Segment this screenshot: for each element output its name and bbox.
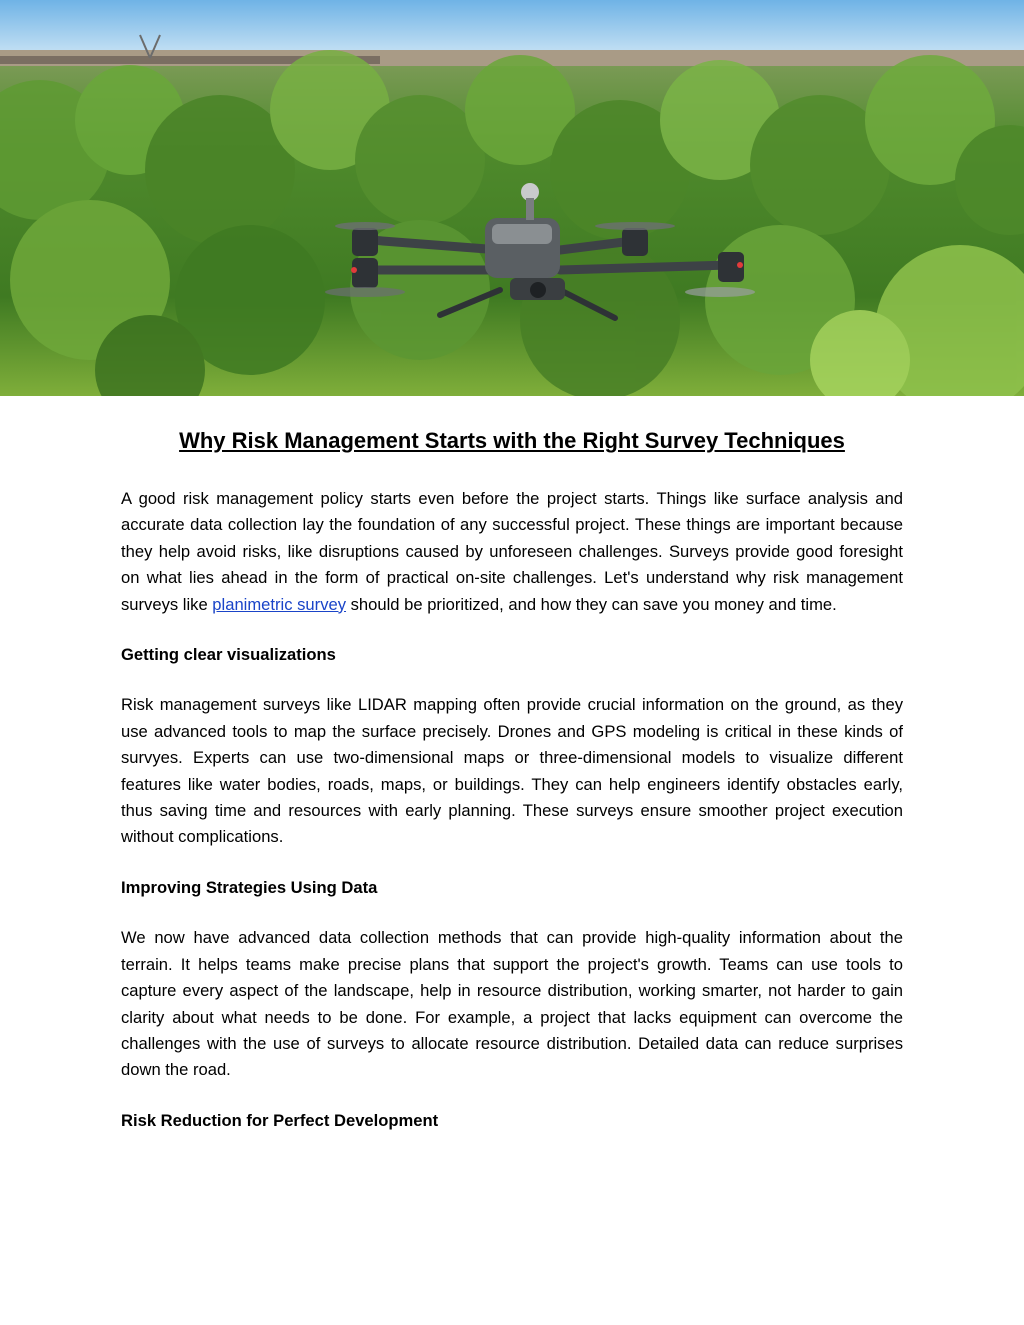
planimetric-survey-link[interactable]: planimetric survey [212, 594, 347, 614]
section-heading: Risk Reduction for Perfect Development [121, 1110, 439, 1130]
intro-text-after-link: should be prioritized, and how they can save you money and time. [346, 594, 837, 614]
intro-text-before-link: A good risk management policy starts even before the project starts. Things like surface analysis and accurate data collection lay the foundation of any successful project. These things are important because they help avoid risks, like disruptions caused by unforeseen challenges. Surveys provide good foresight on what lies ahead in the form of practical on-site challenges. Let's understand why risk management surveys like [121, 489, 903, 614]
section-heading: Getting clear visualizations [121, 645, 336, 665]
section-heading: Improving Strategies Using Data [121, 877, 378, 897]
hero-image [0, 0, 1024, 396]
section-paragraph: Risk management surveys like LIDAR mapping often provide crucial information on the ground, as they use advanced tools to map the surface precisely. Drones and GPS modeling is critical in these kinds of survyes. Experts can use two-dimensional maps or three-dimensional models to visualize different features like water bodies, roads, maps, or buildings. They can help engineers identify obstacles early, thus saving time and resources with early planning. These surveys ensure smoother project execution without complications. [121, 695, 903, 847]
intro-paragraph [121, 486, 903, 618]
drone-over-forest-image [0, 0, 1024, 396]
section-paragraph: We now have advanced data collection methods that can provide high-quality information about the terrain. It helps teams make precise plans that support the project's growth. Teams can use tools to capture every aspect of the landscape, help in resource distribution, working smarter, not harder to gain clarity about what needs to be done. For example, a project that lacks equipment can overcome the challenges with the use of surveys to allocate resource distribution. Detailed data can reduce surprises down the road. [121, 928, 903, 1080]
article-body [121, 486, 903, 1134]
article-title: Why Risk Management Starts with the Right Survey Techniques [179, 428, 845, 453]
